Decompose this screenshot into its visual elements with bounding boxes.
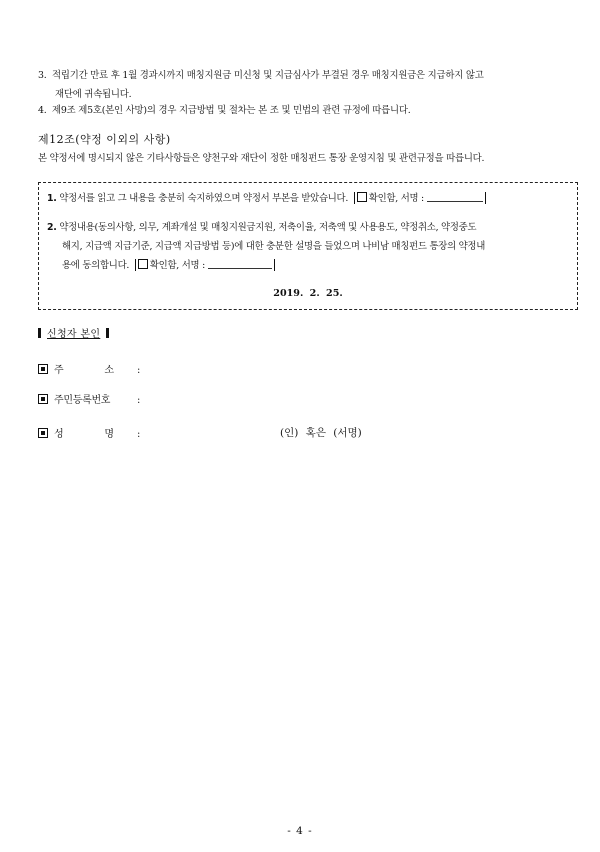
address-label-char1: 주 — [54, 365, 64, 376]
confirmation-box — [38, 182, 578, 310]
resident-number-field[interactable] — [38, 391, 140, 406]
check-label: 확인함, 서명 : — [368, 193, 424, 204]
field-colon: : — [137, 395, 141, 406]
bullet-square-icon — [38, 428, 48, 438]
clause-item-3 — [38, 66, 568, 104]
seal-or-signature-text: (인) 혹은 (서명) — [280, 427, 362, 439]
confirmation-item-2 — [47, 218, 567, 275]
confirmation-text-line1: 약정내용(동의사항, 의무, 계좌개설 및 매칭지원금지원, 저축이율, 저축액 및 사용용도, 약정취소, 약정중도 — [59, 222, 477, 233]
confirmation-text-line2: 해지, 지급액 지급기준, 지급액 지급방법 등)에 대한 충분한 설명을 들었으며 나비남 매칭펀드 통장의 약정내 — [62, 241, 486, 252]
agreement-date: 2019. 2. 25. — [273, 288, 343, 299]
article-title: 제12조(약정 이외의 사항) — [38, 133, 171, 146]
heading-bar-left — [38, 328, 41, 338]
confirmation-number: 1. — [47, 193, 57, 204]
address-label-char2: 소 — [104, 365, 114, 376]
name-label-char2: 명 — [104, 429, 114, 440]
bullet-square-icon — [38, 394, 48, 404]
clause-text-line2: 재단에 귀속됩니다. — [55, 89, 132, 100]
signature-field[interactable] — [427, 192, 483, 202]
signature-field[interactable] — [208, 259, 272, 269]
confirmation-text-line3: 용에 동의합니다. — [62, 260, 130, 271]
field-colon: : — [137, 429, 141, 440]
applicant-heading — [38, 325, 109, 340]
confirmation-item-1 — [47, 189, 567, 208]
address-field[interactable] — [38, 361, 140, 376]
field-colon: : — [137, 365, 141, 376]
clause-text-line1: 적립기간 만료 후 1월 경과시까지 매칭지원금 미신청 및 지급심사가 부결된 경우 매칭지원금은 지급하지 않고 — [52, 70, 484, 81]
name-field[interactable] — [38, 425, 140, 440]
heading-bar-right — [106, 328, 109, 338]
confirmation-number: 2. — [47, 222, 57, 233]
confirmation-text: 약정서를 읽고 그 내용을 충분히 숙지하였으며 약정서 부본을 받았습니다. — [59, 193, 349, 204]
confirmation-check-2[interactable] — [135, 259, 275, 271]
clause-number: 3. — [38, 70, 47, 81]
confirmation-check-1[interactable] — [354, 192, 486, 204]
checkbox-icon[interactable] — [138, 259, 148, 269]
clause-number: 4. — [38, 105, 47, 116]
bullet-square-icon — [38, 364, 48, 374]
applicant-heading-label: 신청자 본인 — [47, 329, 101, 340]
clause-item-4 — [38, 101, 568, 120]
checkbox-icon[interactable] — [357, 192, 367, 202]
name-label-char1: 성 — [54, 429, 64, 440]
check-label: 확인함, 서명 : — [149, 260, 205, 271]
clause-text-line1: 제9조 제5호(본인 사망)의 경우 지급방법 및 절차는 본 조 및 민법의 관련 규정에 따릅니다. — [52, 105, 411, 116]
page-number: - 4 - — [287, 825, 313, 837]
resident-number-label: 주민등록번호 — [54, 395, 111, 406]
article-body: 본 약정서에 명시되지 않은 기타사항들은 양천구와 재단이 정한 매칭펀드 통장 운영지침 및 관련규정을 따릅니다. — [38, 153, 485, 164]
